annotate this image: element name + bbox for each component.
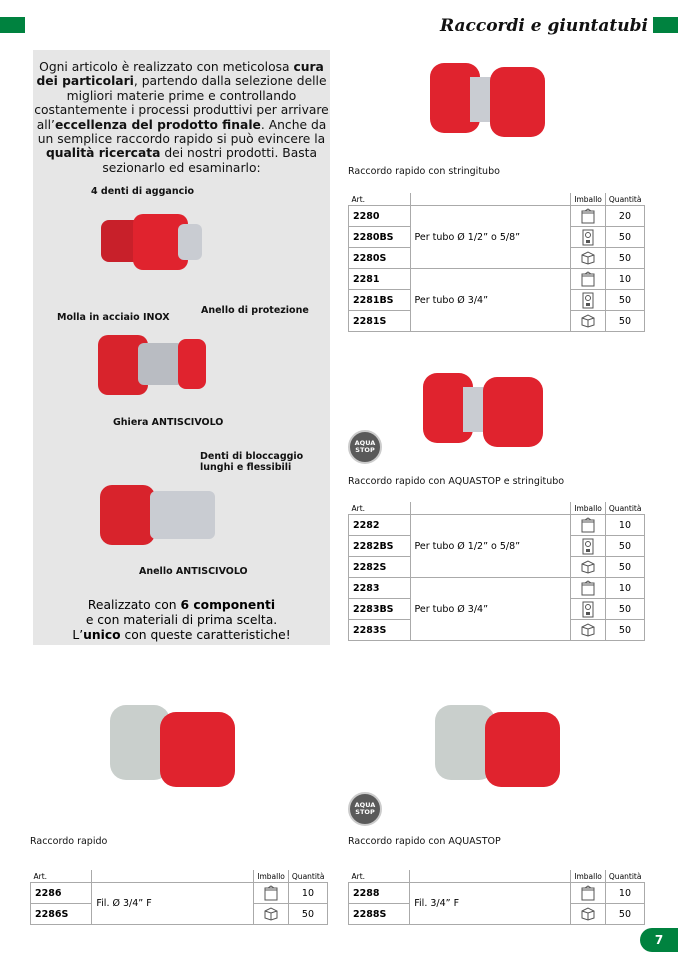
text: L’ [72, 628, 84, 642]
product-image-2280 [425, 55, 555, 150]
product-image-2282 [418, 365, 553, 460]
callout-label: Ghiera ANTISCIVOLO [113, 417, 224, 428]
header-qty: Quantità [608, 871, 642, 881]
text: Realizzato con [87, 598, 181, 612]
header-art: Art. [349, 193, 411, 206]
header-qty: Quantità [608, 503, 642, 513]
callout-line: lunghi e flessibili [200, 462, 292, 473]
intro-text [33, 60, 330, 175]
product-caption: Raccordo rapido con AQUASTOP [348, 836, 501, 847]
table-row [349, 883, 645, 904]
box-icon [571, 557, 606, 578]
callout-label [200, 451, 303, 473]
quantity: 10 [605, 269, 644, 290]
product-table [348, 502, 645, 641]
header-qty: Quantità [608, 194, 642, 204]
article-code: 2281S [349, 311, 411, 332]
article-code: 2280 [349, 206, 411, 227]
connector-cutaway-image-3 [95, 475, 235, 560]
quantity: 50 [605, 290, 644, 311]
callout-label: Anello ANTISCIVOLO [139, 566, 248, 577]
aquastop-badge [348, 430, 382, 464]
product-image-2286 [105, 700, 245, 795]
blister-icon [571, 227, 606, 248]
bag-icon [571, 206, 606, 227]
bag-icon [571, 515, 606, 536]
article-code: 2282BS [349, 536, 411, 557]
intro-segment: dei nostri prodotti. Basta sezionarlo ed esaminarlo: [102, 146, 318, 175]
description: Per tubo Ø 1/2” o 5/8” [410, 515, 571, 578]
blister-icon [571, 290, 606, 311]
aquastop-badge [348, 792, 382, 826]
quantity: 50 [605, 311, 644, 332]
intro-segment: , partendo dalla selezione delle migliori materie prime e controllando costantemente i processi produttivi per arrivare all’ [34, 74, 329, 132]
header-desc [410, 502, 571, 515]
intro-segment: . Anche da un semplice raccordo rapido si può evincere la [37, 117, 327, 147]
quantity: 10 [605, 883, 644, 904]
callout-label: Anello di protezione [201, 305, 309, 316]
article-code: 2282S [349, 557, 411, 578]
box-icon [571, 620, 606, 641]
quantity: 50 [605, 248, 644, 269]
description: Per tubo Ø 3/4” [410, 269, 571, 332]
page-number: 7 [640, 928, 678, 952]
quantity: 50 [605, 620, 644, 641]
box-icon [254, 904, 289, 925]
quantity: 20 [605, 206, 644, 227]
blister-icon [571, 599, 606, 620]
badge-text: STOP [355, 808, 375, 816]
description: Per tubo Ø 3/4” [410, 578, 571, 641]
article-code: 2283S [349, 620, 411, 641]
text: con queste caratteristiche! [120, 628, 291, 642]
header-desc [410, 193, 571, 206]
quality-feature-panel [33, 50, 330, 645]
article-code: 2283BS [349, 599, 411, 620]
table-row [349, 578, 645, 599]
bag-icon [254, 883, 289, 904]
quantity: 10 [605, 515, 644, 536]
article-code: 2280BS [349, 227, 411, 248]
text: unico [83, 628, 121, 642]
callout-line: Denti di bloccaggio [200, 451, 304, 462]
box-icon [571, 904, 606, 925]
bag-icon [571, 578, 606, 599]
text: 6 componenti [180, 598, 276, 612]
quantity: 50 [605, 904, 644, 925]
quantity: 50 [605, 599, 644, 620]
article-code: 2282 [349, 515, 411, 536]
section-title: Raccordi e giuntatubi [439, 16, 648, 36]
box-icon [571, 311, 606, 332]
header-art: Art. [349, 502, 411, 515]
header-art: Art. [31, 870, 92, 883]
intro-segment: eccellenza del prodotto finale [54, 117, 261, 132]
article-code: 2288S [349, 904, 410, 925]
article-code: 2286S [31, 904, 92, 925]
article-code: 2288 [349, 883, 410, 904]
header-accent-bar-left [0, 17, 25, 33]
header-desc [92, 870, 254, 883]
box-icon [571, 248, 606, 269]
intro-segment: Ogni articolo è realizzato con meticolosa [39, 60, 294, 74]
blister-icon [571, 536, 606, 557]
badge-text: AQUA [354, 801, 376, 809]
table-row [31, 883, 328, 904]
header-desc [410, 870, 571, 883]
article-code: 2280S [349, 248, 411, 269]
product-caption: Raccordo rapido con AQUASTOP e stringitubo [348, 476, 565, 487]
table-row [349, 515, 645, 536]
product-table [348, 193, 645, 332]
header-art: Art. [349, 870, 410, 883]
header-accent-bar-right [653, 17, 678, 33]
callout-label: 4 denti di aggancio [91, 186, 194, 197]
bag-icon [571, 269, 606, 290]
product-table [348, 870, 645, 925]
product-table [30, 870, 328, 925]
article-code: 2283 [349, 578, 411, 599]
callout-label: Molla in acciaio INOX [57, 312, 170, 323]
header-imballo: Imballo [571, 870, 606, 883]
description: Fil. Ø 3/4” F [92, 883, 254, 925]
product-caption: Raccordo rapido [30, 836, 108, 847]
header-imballo: Imballo [571, 193, 606, 206]
quantity: 10 [605, 578, 644, 599]
quantity: 50 [605, 536, 644, 557]
quantity: 10 [288, 883, 327, 904]
quantity: 50 [605, 227, 644, 248]
quantity: 50 [605, 557, 644, 578]
badge-text: AQUA [354, 439, 376, 447]
description: Fil. 3/4” F [410, 883, 571, 925]
badge-text: STOP [355, 446, 375, 454]
outro-text [33, 598, 330, 643]
bag-icon [571, 883, 606, 904]
description: Per tubo Ø 1/2” o 5/8” [410, 206, 571, 269]
quantity: 50 [288, 904, 327, 925]
connector-cutaway-image-2 [93, 325, 223, 405]
header-qty: Quantità [291, 871, 325, 881]
table-row [349, 269, 645, 290]
product-image-2288 [430, 700, 570, 795]
header-imballo: Imballo [571, 502, 606, 515]
article-code: 2281 [349, 269, 411, 290]
article-code: 2286 [31, 883, 92, 904]
intro-segment: qualità ricercata [45, 146, 161, 161]
intro-segment: cura dei particolari [36, 60, 324, 89]
header-imballo: Imballo [254, 870, 289, 883]
article-code: 2281BS [349, 290, 411, 311]
product-caption: Raccordo rapido con stringitubo [348, 166, 500, 177]
table-row [349, 206, 645, 227]
connector-cutaway-image-1 [93, 200, 223, 280]
text: e con materiali di prima scelta. [85, 613, 278, 627]
